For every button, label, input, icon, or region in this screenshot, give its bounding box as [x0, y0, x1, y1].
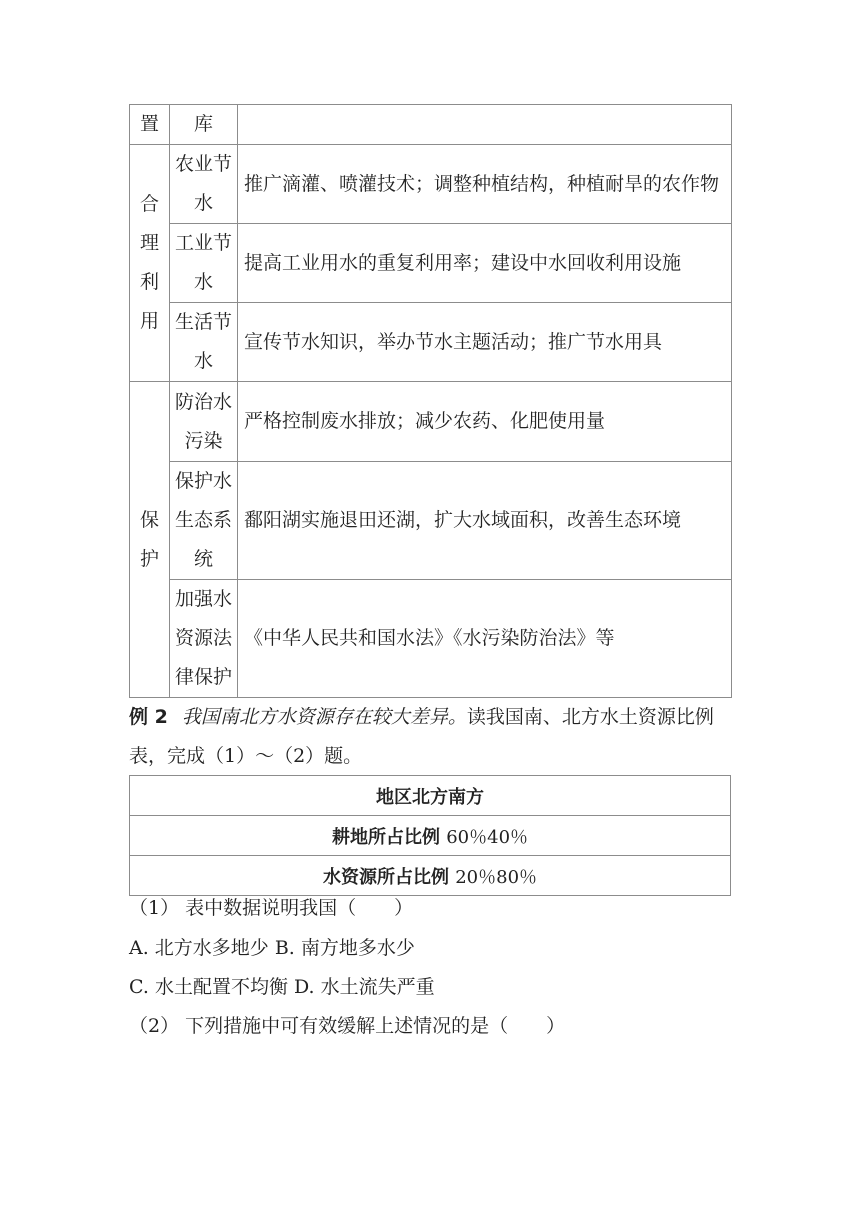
desc-legal: 《中华人民共和国水法》《水污染防治法》等 [238, 580, 732, 698]
header-cell-1: 置 [130, 105, 170, 145]
header-cell-3 [238, 105, 732, 145]
desc-industry: 提高工业用水的重复利用率；建设中水回收利用设施 [238, 224, 732, 303]
question-1: （1） 表中数据说明我国（ ） [129, 897, 414, 919]
water-measures-table [129, 104, 732, 698]
example-text: 读我国南、北方水土资源比例表，完成（1）～（2）题。 [129, 706, 714, 767]
desc-agriculture: 推广滴灌、喷灌技术；调整种植结构，种植耐旱的农作物 [238, 145, 732, 224]
category-protection: 保 护 [130, 382, 170, 698]
sub-industry: 工业节水 [170, 224, 238, 303]
header-cell-2: 库 [170, 105, 238, 145]
sub-ecosystem: 保护水生态系统 [170, 462, 238, 580]
question-1-options-cd: C. 水土配置不均衡 D. 水土流失严重 [129, 976, 435, 998]
desc-ecosystem: 鄱阳湖实施退田还湖，扩大水域面积，改善生态环境 [238, 462, 732, 580]
example-label: 例 2 [129, 706, 168, 728]
sub-agriculture: 农业节水 [170, 145, 238, 224]
sub-legal: 加强水资源法律保护 [170, 580, 238, 698]
desc-domestic: 宣传节水知识，举办节水主题活动；推广节水用具 [238, 303, 732, 382]
question-2: （2） 下列措施中可有效缓解上述情况的是（ ） [129, 1015, 566, 1037]
ratio-row-farmland: 耕地所占比例 60％40％ [130, 816, 731, 856]
category-rational-use: 合 理 利 用 [130, 145, 170, 382]
sub-pollution: 防治水污染 [170, 382, 238, 462]
ratio-row-header: 地区北方南方 [130, 776, 731, 816]
ratio-table [129, 775, 731, 896]
sub-domestic: 生活节水 [170, 303, 238, 382]
desc-pollution: 严格控制废水排放；减少农药、化肥使用量 [238, 382, 732, 462]
ratio-row-water: 水资源所占比例 20％80％ [130, 856, 731, 896]
question-1-options-ab: A. 北方水多地少 B. 南方地多水少 [129, 937, 415, 959]
example-2-paragraph [129, 698, 731, 776]
example-stem: 我国南北方水资源存在较大差异。 [181, 706, 467, 728]
